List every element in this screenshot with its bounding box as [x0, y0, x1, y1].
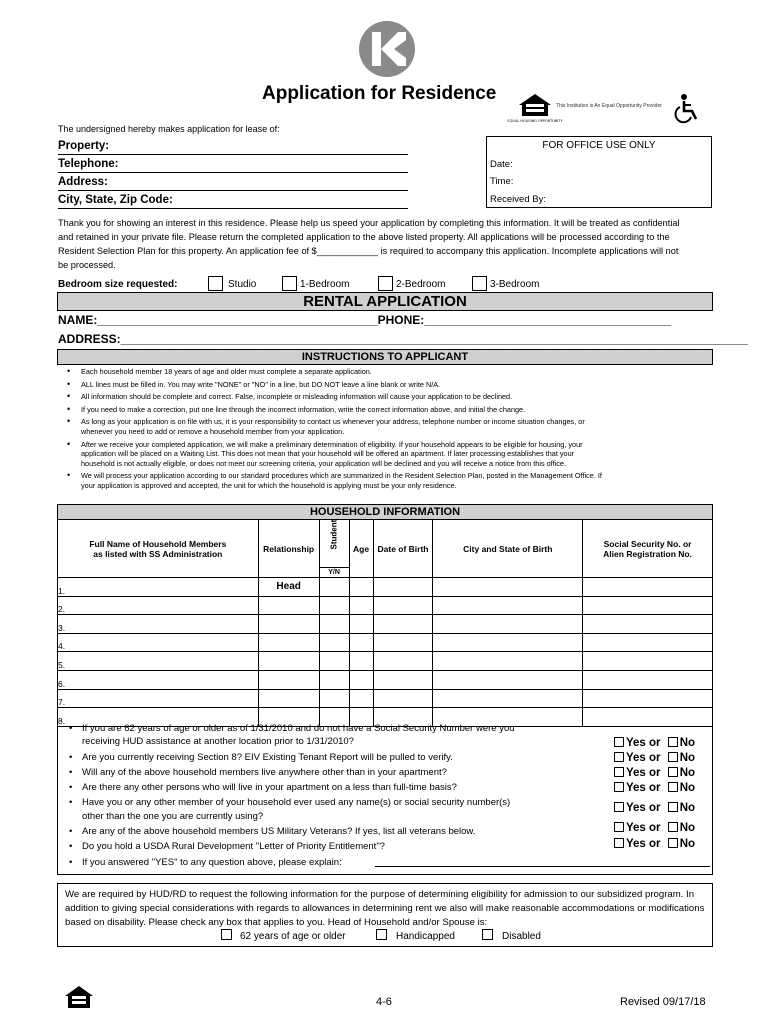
one-bedroom-label: 1-Bedroom — [300, 279, 350, 290]
household-cell[interactable] — [433, 596, 583, 615]
age-62-label: 62 years of age or older — [240, 931, 346, 942]
household-cell[interactable] — [319, 689, 349, 708]
intro-text: The undersigned hereby makes application for lease of: — [58, 124, 280, 134]
no-checkbox[interactable] — [668, 822, 678, 832]
page-title: Application for Residence — [262, 83, 497, 104]
handicapped-label: Handicapped — [396, 931, 455, 942]
office-use-box — [486, 136, 712, 208]
yes-label: Yes — [626, 802, 646, 814]
household-cell[interactable] — [373, 633, 433, 652]
or-label: or — [649, 737, 661, 749]
no-label: No — [679, 822, 696, 834]
household-cell[interactable] — [373, 689, 433, 708]
no-checkbox[interactable] — [668, 838, 678, 848]
instruction-item: • All information should be complete and correct. False, incomplete or misleading information will cause your application to be declined. — [81, 392, 713, 402]
instruction-item: • We will process your application according to our standard procedures which are summarized in the Resident Selection Plan, posted in the Management Office. If your application is approved and accepted, the unit for which the household is applying must be your only residence. — [81, 471, 713, 490]
studio-label: Studio — [228, 279, 257, 290]
handicapped-checkbox[interactable] — [376, 929, 387, 940]
no-label: No — [679, 802, 696, 814]
household-cell[interactable] — [583, 633, 713, 652]
household-cell[interactable] — [258, 615, 319, 634]
yes-label: Yes — [626, 822, 646, 834]
household-cell[interactable] — [373, 670, 433, 689]
household-row-number[interactable]: 7. — [58, 689, 259, 708]
office-date: Date: — [490, 159, 513, 170]
household-cell[interactable] — [583, 670, 713, 689]
address-field[interactable]: Address: — [58, 174, 408, 191]
table-row — [58, 633, 713, 652]
svg-text:EQUAL HOUSING OPPORTUNITY: EQUAL HOUSING OPPORTUNITY — [507, 119, 563, 123]
yes-label: Yes — [626, 737, 646, 749]
household-cell[interactable] — [319, 633, 349, 652]
no-label: No — [679, 782, 696, 794]
household-cell[interactable] — [349, 670, 373, 689]
instruction-item: • Each household member 18 years of age and older must complete a separate application. — [81, 367, 713, 377]
table-row — [58, 615, 713, 634]
yes-no-group — [614, 752, 695, 764]
household-cell[interactable] — [258, 670, 319, 689]
yes-no-group — [614, 838, 695, 850]
equal-housing-footer-icon — [64, 984, 94, 1014]
eho-statement: This Institution is An Equal Opportunity Provider — [556, 103, 662, 109]
household-cell[interactable] — [373, 596, 433, 615]
two-bedroom-label: 2-Bedroom — [396, 279, 446, 290]
instructions-heading: INSTRUCTIONS TO APPLICANT — [57, 349, 713, 365]
household-cell[interactable] — [349, 596, 373, 615]
household-cell[interactable] — [258, 689, 319, 708]
no-label: No — [679, 767, 696, 779]
household-cell[interactable] — [583, 689, 713, 708]
household-cell[interactable] — [258, 652, 319, 671]
household-cell[interactable] — [373, 652, 433, 671]
explain-line[interactable] — [375, 866, 710, 867]
household-cell[interactable] — [373, 578, 433, 597]
household-cell[interactable] — [433, 670, 583, 689]
bedroom-label: Bedroom size requested: — [58, 279, 178, 290]
questions-list — [62, 722, 622, 869]
yes-checkbox[interactable] — [614, 822, 624, 832]
household-row-number[interactable]: 8. — [58, 708, 259, 727]
question-item: • Are you currently receiving Section 8? EIV Existing Tenant Report will be pulled to verify. — [82, 751, 622, 764]
three-bedroom-checkbox[interactable] — [472, 276, 487, 291]
col-student: Student — [319, 520, 349, 568]
intro-paragraph: Thank you for showing an interest in this residence. Please help us speed your application by completing this information. It will be treated as confidential and retained in your private file. Please return the completed application to the above listed property. All applications will be processed according to the Resident Selection Plan for this property. An application fee of $____________ is required to accompany this application. Incomplete applications will not be processed. — [58, 218, 680, 270]
or-label: or — [649, 782, 661, 794]
yes-no-group — [614, 737, 695, 749]
instructions-list — [57, 367, 713, 491]
no-checkbox[interactable] — [668, 737, 678, 747]
col-dob: Date of Birth — [373, 520, 433, 578]
household-row-number[interactable]: 3. — [58, 615, 259, 634]
instruction-item: • ALL lines must be filled in. You may write "NONE" or "NO" in a line, but DO NOT leave a line blank or write N/A. — [81, 380, 713, 390]
household-cell[interactable] — [433, 652, 583, 671]
household-cell[interactable] — [319, 578, 349, 597]
office-heading: FOR OFFICE USE ONLY — [542, 140, 656, 151]
instruction-item: • After we receive your completed application, we will make a preliminary determination of eligibility. If your household appears to be eligible for housing, your application will be placed on a Waiting List. This does not mean that your household will be offered an apartment. If later processing establishes that your household is not actually eligible, or does not meet our screening criteria, your application will be declined and you will receive a notice from this office. — [81, 440, 713, 469]
question-item: • Have you or any other member of your household ever used any name(s) or social security number(s) other than the one you are currently using? — [82, 796, 622, 823]
question-item: • Are there any other persons who will live in your apartment on a less than full-time basis? — [82, 781, 622, 794]
yes-checkbox[interactable] — [614, 802, 624, 812]
or-label: or — [649, 822, 661, 834]
table-row — [58, 689, 713, 708]
yes-no-group — [614, 822, 695, 834]
household-cell[interactable] — [349, 689, 373, 708]
household-row-number[interactable]: 2. — [58, 596, 259, 615]
two-bedroom-checkbox[interactable] — [378, 276, 393, 291]
household-cell[interactable] — [583, 652, 713, 671]
question-item: • If you answered "YES" to any question above, please explain: — [82, 856, 622, 869]
household-row-number[interactable]: 6. — [58, 670, 259, 689]
household-row-number[interactable]: 5. — [58, 652, 259, 671]
instruction-item: • As long as your application is on file with us, it is your responsibility to contact us whenever your address, telephone number or income situation changes, or whenever you need to add or remove a household member from your application. — [81, 417, 713, 436]
household-row-number[interactable]: 4. — [58, 633, 259, 652]
household-cell[interactable] — [319, 652, 349, 671]
no-label: No — [679, 737, 696, 749]
or-label: or — [649, 838, 661, 850]
col-student-yn: Y/N — [319, 568, 349, 578]
yes-label: Yes — [626, 767, 646, 779]
table-row — [58, 670, 713, 689]
household-cell[interactable] — [433, 578, 583, 597]
property-field[interactable]: Property: — [58, 138, 408, 155]
yes-no-group — [614, 767, 695, 779]
instruction-item: • If you need to make a correction, put one line through the incorrect information, write the correct information above, and initial the change. — [81, 405, 713, 415]
yes-checkbox[interactable] — [614, 838, 624, 848]
three-bedroom-label: 3-Bedroom — [490, 279, 540, 290]
yes-label: Yes — [626, 752, 646, 764]
col-city-state: City and State of Birth — [433, 520, 583, 578]
disabled-checkbox[interactable] — [482, 929, 493, 940]
or-label: or — [649, 752, 661, 764]
household-cell[interactable] — [319, 596, 349, 615]
yes-label: Yes — [626, 782, 646, 794]
household-heading: HOUSEHOLD INFORMATION — [57, 504, 713, 520]
household-cell[interactable] — [433, 615, 583, 634]
household-cell[interactable] — [258, 633, 319, 652]
office-time: Time: — [490, 176, 514, 187]
household-cell[interactable] — [583, 578, 713, 597]
household-cell[interactable] — [349, 578, 373, 597]
rental-application-heading: RENTAL APPLICATION — [57, 292, 713, 311]
or-label: or — [649, 767, 661, 779]
col-relationship: Relationship — [258, 520, 319, 578]
office-received-by: Received By: — [490, 194, 546, 205]
household-row-number[interactable]: 1. — [58, 578, 259, 597]
no-checkbox[interactable] — [668, 767, 678, 777]
household-cell[interactable] — [373, 615, 433, 634]
studio-checkbox[interactable] — [208, 276, 223, 291]
household-cell[interactable] — [583, 596, 713, 615]
household-table — [57, 519, 713, 727]
table-row — [58, 652, 713, 671]
household-cell[interactable] — [349, 615, 373, 634]
household-cell[interactable] — [319, 670, 349, 689]
yes-checkbox[interactable] — [614, 737, 624, 747]
no-checkbox[interactable] — [668, 752, 678, 762]
no-checkbox[interactable] — [668, 802, 678, 812]
wheelchair-icon — [674, 93, 700, 123]
table-row — [58, 578, 713, 597]
household-cell[interactable] — [349, 652, 373, 671]
household-cell[interactable] — [349, 633, 373, 652]
question-item: • Are any of the above household members US Military Veterans? If yes, list all veterans below. — [82, 825, 622, 838]
question-item: • Will any of the above household members live anywhere other than in your apartment? — [82, 766, 622, 779]
or-label: or — [649, 802, 661, 814]
head-label[interactable]: Head — [258, 578, 319, 597]
age-62-checkbox[interactable] — [221, 929, 232, 940]
yes-checkbox[interactable] — [614, 767, 624, 777]
city-state-zip-field[interactable]: City, State, Zip Code: — [58, 192, 408, 209]
question-item: • Do you hold a USDA Rural Development "Letter of Priority Entitlement"? — [82, 840, 622, 853]
household-cell[interactable] — [583, 615, 713, 634]
disabled-label: Disabled — [502, 931, 541, 942]
page-number: 4-6 — [376, 996, 392, 1008]
col-age: Age — [349, 520, 373, 578]
question-item: • If you are 62 years of age or older as of 1/31/2010 and do not have a Social Security Number were you receiving HUD assistance at another location prior to 1/31/2010? — [82, 722, 622, 749]
name-phone-line[interactable]: NAME:__________________________________________PHONE:_____________________________________ — [58, 313, 672, 327]
hud-statement: We are required by HUD/RD to request the following information for the purpose of determining eligibility for admission to our subsidized program. In addition to giving special considerations with regards to allowances in determining rent we also will make reasonable accommodations or modifications based on disability. Please check any box that applies to you. Head of Household and/or Spouse is: — [65, 889, 705, 928]
yes-no-group — [614, 782, 695, 794]
no-label: No — [679, 752, 696, 764]
yes-no-group — [614, 802, 695, 814]
no-checkbox[interactable] — [668, 782, 678, 792]
no-label: No — [679, 838, 696, 850]
address-line[interactable]: ADDRESS:______________________________________________________________________________________________ — [58, 332, 749, 346]
yes-label: Yes — [626, 838, 646, 850]
yes-checkbox[interactable] — [614, 752, 624, 762]
household-cell[interactable] — [433, 689, 583, 708]
col-full-name: Full Name of Household Members as listed with SS Administration — [58, 520, 259, 578]
household-cell[interactable] — [258, 596, 319, 615]
telephone-field[interactable]: Telephone: — [58, 156, 408, 173]
col-ssn: Social Security No. or Alien Registration No. — [583, 520, 713, 578]
yes-checkbox[interactable] — [614, 782, 624, 792]
household-cell[interactable] — [433, 633, 583, 652]
equal-housing-icon — [507, 92, 563, 126]
household-cell[interactable] — [319, 615, 349, 634]
one-bedroom-checkbox[interactable] — [282, 276, 297, 291]
company-logo — [358, 20, 416, 78]
table-row — [58, 596, 713, 615]
revised-date: Revised 09/17/18 — [620, 996, 706, 1008]
